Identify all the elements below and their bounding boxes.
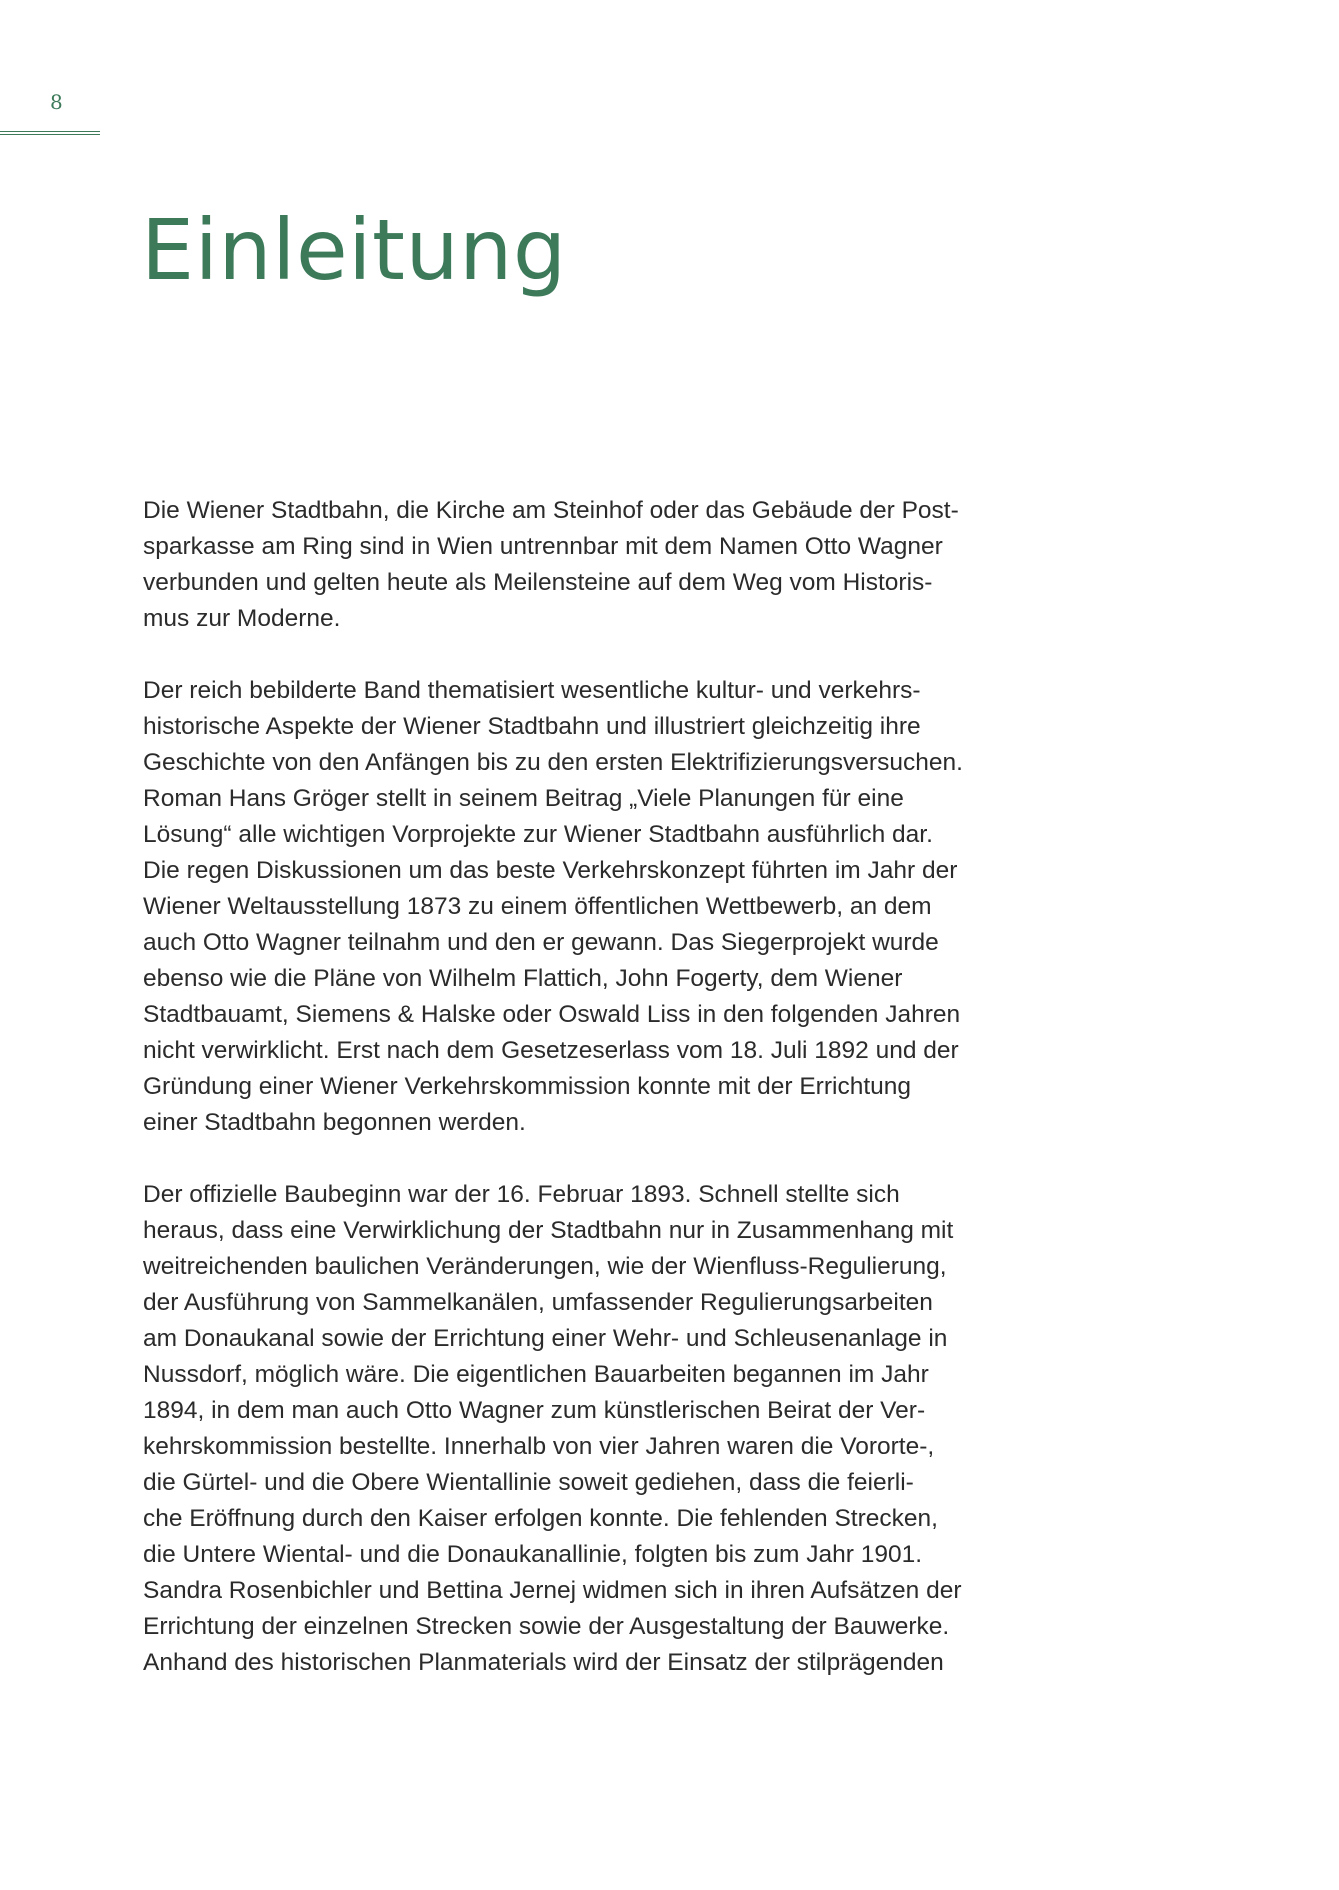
text-line: ebenso wie die Pläne von Wilhelm Flattich, John Fogerty, dem Wiener bbox=[143, 965, 903, 992]
chapter-title: Einleitung bbox=[141, 201, 567, 299]
text-line: Der offizielle Baubeginn war der 16. Februar 1893. Schnell stellte sich bbox=[143, 1181, 900, 1208]
text-line: Lösung“ alle wichtigen Vorprojekte zur Wiener Stadtbahn ausführlich dar. bbox=[143, 821, 933, 848]
text-line: che Eröffnung durch den Kaiser erfolgen konnte. Die fehlenden Strecken, bbox=[143, 1505, 938, 1532]
text-line: weitreichenden baulichen Veränderungen, wie der Wienfluss-Regulierung, bbox=[143, 1253, 947, 1280]
text-line: Wiener Weltausstellung 1873 zu einem öffentlichen Wettbewerb, an dem bbox=[143, 893, 932, 920]
paragraph-1 bbox=[143, 493, 1043, 637]
text-line: die Untere Wiental- und die Donaukanallinie, folgten bis zum Jahr 1901. bbox=[143, 1541, 923, 1568]
text-line: auch Otto Wagner teilnahm und den er gewann. Das Siegerprojekt wurde bbox=[143, 929, 939, 956]
text-line: historische Aspekte der Wiener Stadtbahn und illustriert gleichzeitig ihre bbox=[143, 713, 921, 740]
text-line: Nussdorf, möglich wäre. Die eigentlichen Bauarbeiten begannen im Jahr bbox=[143, 1361, 929, 1388]
text-line: nicht verwirklicht. Erst nach dem Gesetzeserlass vom 18. Juli 1892 und der bbox=[143, 1037, 959, 1064]
text-line: Errichtung der einzelnen Strecken sowie der Ausgestaltung der Bauwerke. bbox=[143, 1613, 950, 1640]
text-line: Die regen Diskussionen um das beste Verkehrskonzept führten im Jahr der bbox=[143, 857, 958, 884]
page-number: 8 bbox=[50, 90, 63, 114]
text-line: am Donaukanal sowie der Errichtung einer Wehr- und Schleusenanlage in bbox=[143, 1325, 948, 1352]
text-line: Gründung einer Wiener Verkehrskommission konnte mit der Errichtung bbox=[143, 1073, 912, 1100]
text-line: 1894, in dem man auch Otto Wagner zum künstlerischen Beirat der Ver- bbox=[143, 1397, 926, 1424]
text-line: kehrskommission bestellte. Innerhalb von vier Jahren waren die Vororte-, bbox=[143, 1433, 935, 1460]
text-line: der Ausführung von Sammelkanälen, umfassender Regulierungsarbeiten bbox=[143, 1289, 933, 1316]
text-line: verbunden und gelten heute als Meilensteine auf dem Weg vom Historis- bbox=[143, 569, 933, 596]
body-text bbox=[143, 493, 1043, 1717]
text-line: Anhand des historischen Planmaterials wird der Einsatz der stilprägenden bbox=[143, 1649, 944, 1676]
text-line: Der reich bebilderte Band thematisiert wesentliche kultur- und verkehrs- bbox=[143, 677, 921, 704]
text-line: mus zur Moderne. bbox=[143, 605, 341, 632]
text-line: Die Wiener Stadtbahn, die Kirche am Steinhof oder das Gebäude der Post- bbox=[143, 497, 959, 524]
paragraph-3 bbox=[143, 1177, 1043, 1681]
header-rule bbox=[0, 131, 100, 135]
text-line: die Gürtel- und die Obere Wientallinie soweit gediehen, dass die feierli- bbox=[143, 1469, 914, 1496]
paragraph-2 bbox=[143, 673, 1043, 1141]
text-line: heraus, dass eine Verwirklichung der Stadtbahn nur in Zusammenhang mit bbox=[143, 1217, 954, 1244]
text-line: Roman Hans Gröger stellt in seinem Beitrag „Viele Planungen für eine bbox=[143, 785, 904, 812]
text-line: Stadtbauamt, Siemens & Halske oder Oswald Liss in den folgenden Jahren bbox=[143, 1001, 961, 1028]
text-line: Geschichte von den Anfängen bis zu den ersten Elektrifizierungsversuchen. bbox=[143, 749, 963, 776]
text-line: einer Stadtbahn begonnen werden. bbox=[143, 1109, 526, 1136]
text-line: Sandra Rosenbichler und Bettina Jernej widmen sich in ihren Aufsätzen der bbox=[143, 1577, 962, 1604]
text-line: sparkasse am Ring sind in Wien untrennbar mit dem Namen Otto Wagner bbox=[143, 533, 943, 560]
